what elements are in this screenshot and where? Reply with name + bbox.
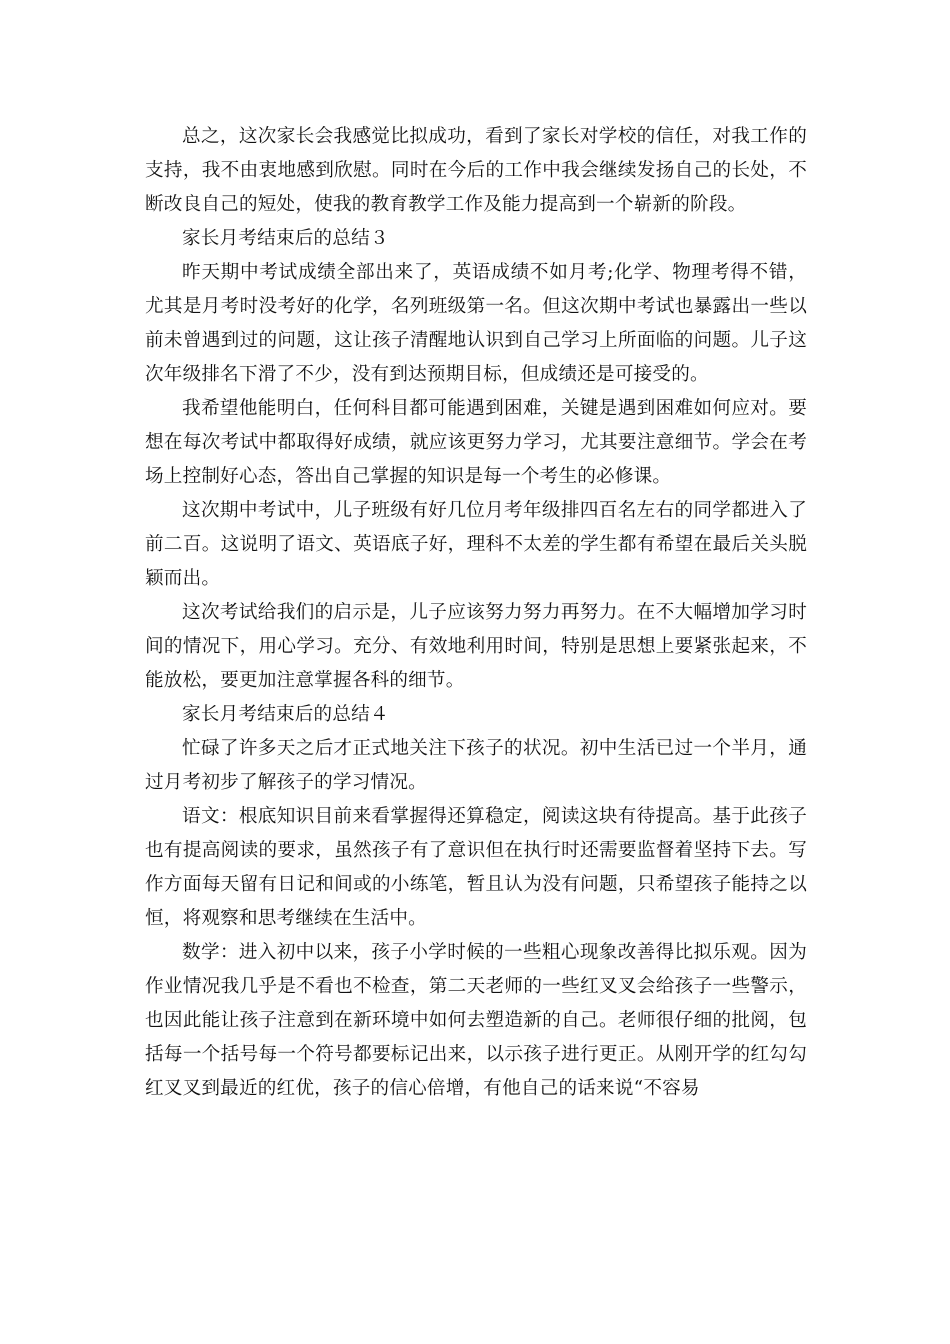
paragraph-chinese-subject: 语文：根底知识目前来看掌握得还算稳定，阅读这块有待提高。基于此孩子也有提高阅读的要求，虽然孩子有了意识但在执行时还需要监督着坚持下去。写作方面每天留有日记和间或的小练笔，暂且认为没有问题，只希望孩子能持之以恒，将观察和思考继续在生活中。 [145, 806, 807, 929]
document-body [145, 120, 807, 1106]
paragraph-hope: 我希望他能明白，任何科目都可能遇到困难，关键是遇到困难如何应对。要想在每次考试中都取得好成绩，就应该更努力学习，尤其要注意细节。学会在考场上控制好心态，答出自己掌握的知识是每一个考生的必修课。 [145, 398, 807, 487]
paragraph-busy: 忙碌了许多天之后才正式地关注下孩子的状况。初中生活已过一个半月，通过月考初步了解孩子的学习情况。 [145, 738, 807, 793]
paragraph-math-subject: 数学：进入初中以来，孩子小学时候的一些粗心现象改善得比拟乐观。因为作业情况我几乎是不看也不检查，第二天老师的一些红叉叉会给孩子一些警示，也因此能让孩子注意到在新环境中如何去塑造新的自己。老师很仔细的批阅，包括每一个括号每一个符号都要标记出来，以示孩子进行更正。从刚开学的红勾勾红叉叉到最近的红优，孩子的信心倍增，有他自己的话来说“不容易 [145, 942, 807, 1099]
paragraph-conclusion: 总之，这次家长会我感觉比拟成功，看到了家长对学校的信任，对我工作的支持，我不由衷地感到欣慰。同时在今后的工作中我会继续发扬自己的长处，不断改良自己的短处，使我的教育教学工作及能力提高到一个崭新的阶段。 [145, 126, 807, 215]
section-heading-3: 家长月考结束后的总结３ [182, 228, 389, 249]
paragraph-midterm-results: 昨天期中考试成绩全部出来了，英语成绩不如月考;化学、物理考得不错，尤其是月考时没考好的化学，名列班级第一名。但这次期中考试也暴露出一些以前未曾遇到过的问题，这让孩子清醒地认识到自己学习上所面临的问题。儿子这次年级排名下滑了不少，没有到达预期目标，但成绩还是可接受的。 [145, 262, 807, 385]
paragraph-lesson: 这次考试给我们的启示是，儿子应该努力努力再努力。在不大幅增加学习时间的情况下，用心学习。充分、有效地利用时间，特别是思想上要紧张起来，不能放松，要更加注意掌握各科的细节。 [145, 602, 807, 691]
section-heading-4: 家长月考结束后的总结４ [182, 704, 389, 725]
paragraph-class-ranking: 这次期中考试中，儿子班级有好几位月考年级排四百名左右的同学都进入了前二百。这说明了语文、英语底子好，理科不太差的学生都有希望在最后关头脱颖而出。 [145, 500, 807, 589]
